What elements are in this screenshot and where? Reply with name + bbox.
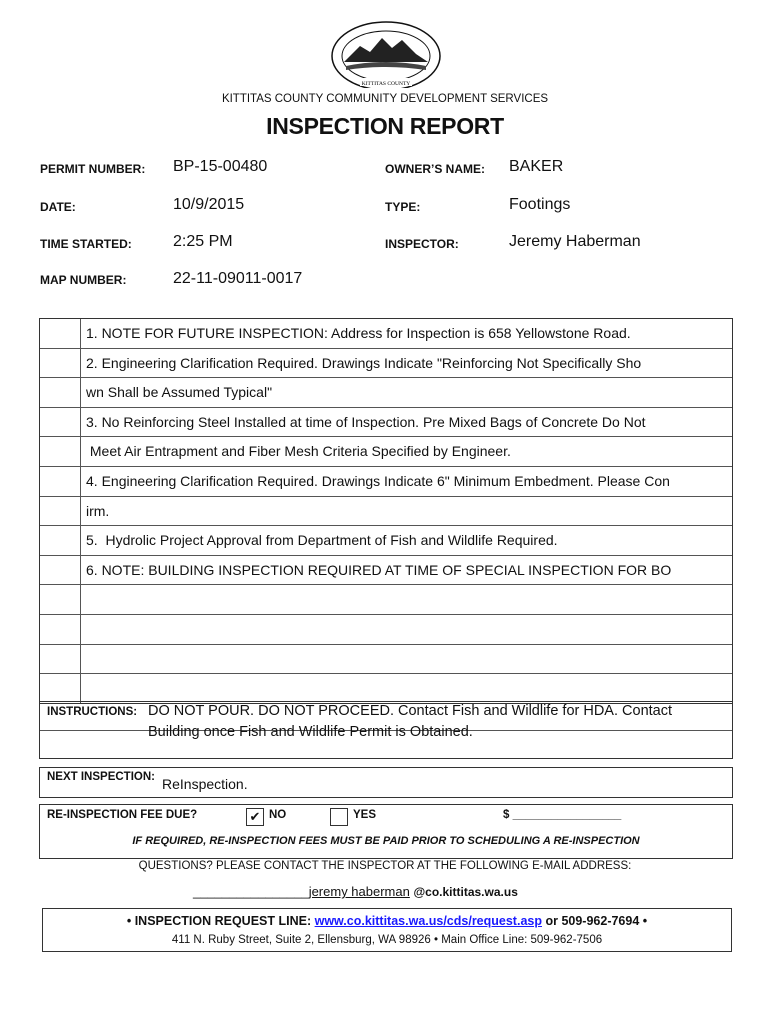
inspector-value: Jeremy Haberman [509, 233, 641, 250]
table-row [40, 556, 732, 586]
table-row [40, 645, 732, 675]
bullet-icon: • [433, 934, 439, 946]
fee-note: IF REQUIRED, RE-INSPECTION FEES MUST BE PAID PRIOR TO SCHEDULING A RE-INSPECTION [132, 835, 640, 847]
time-started-label: TIME STARTED: [40, 237, 132, 251]
email-user: jeremy haberman [308, 884, 410, 899]
request-link[interactable]: www.co.kittitas.wa.us/cds/request.asp [314, 914, 542, 928]
note-text: 3. No Reinforcing Steel Installed at time of Inspection. Pre Mixed Bags of Concrete Do Not [86, 413, 646, 430]
note-text: wn Shall be Assumed Typical" [86, 384, 273, 401]
table-row [40, 615, 732, 645]
main-office-line: Main Office Line: 509-962-7506 [441, 934, 603, 946]
questions-text: QUESTIONS? PLEASE CONTACT THE INSPECTOR AT THE FOLLOWING E-MAIL ADDRESS: [138, 860, 632, 872]
yes-label: YES [353, 809, 377, 821]
note-text: 4. Engineering Clarification Required. Drawings Indicate 6" Minimum Embedment. Please Con [86, 472, 670, 489]
email-line [193, 884, 518, 899]
seal-bottom-text: KITTITAS COUNTY [361, 81, 411, 87]
note-text [81, 615, 732, 644]
permit-number-label: PERMIT NUMBER: [40, 162, 146, 176]
page-title: INSPECTION REPORT [266, 113, 504, 139]
table-row [40, 585, 732, 615]
note-text: irm. [86, 502, 110, 519]
request-line-box [42, 908, 732, 952]
note-text [81, 585, 732, 614]
instructions-line-1: DO NOT POUR. DO NOT PROCEED. Contact Fish and Wildlife for HDA. Contact [148, 703, 673, 719]
no-checkbox[interactable]: ✔ [246, 808, 264, 826]
request-phone: or 509-962-7694 [545, 914, 640, 928]
table-row [40, 319, 732, 349]
notes-table [39, 318, 733, 704]
no-label: NO [269, 809, 287, 821]
fee-amount-field[interactable]: $ _________________ [503, 809, 622, 821]
county-seal [330, 18, 442, 88]
note-text: Meet Air Entrapment and Fiber Mesh Criteria Specified by Engineer. [86, 443, 511, 460]
address-line [43, 934, 731, 946]
type-value: Footings [509, 196, 571, 213]
next-inspection-label: NEXT INSPECTION: [47, 771, 155, 783]
date-label: DATE: [40, 200, 76, 214]
table-row [40, 408, 732, 438]
yes-checkbox[interactable] [330, 808, 348, 826]
bullet-icon: • [642, 914, 648, 928]
next-inspection-box [39, 767, 733, 798]
owner-name-value: BAKER [509, 158, 564, 175]
permit-number-value: BP-15-00480 [173, 158, 268, 175]
time-started-value: 2:25 PM [173, 233, 233, 250]
table-row [40, 467, 732, 497]
note-text [81, 674, 732, 703]
table-row [40, 349, 732, 379]
office-address: 411 N. Ruby Street, Suite 2, Ellensburg, WA 98926 [171, 934, 431, 946]
next-inspection-value: ReInspection. [162, 776, 248, 792]
table-row [40, 437, 732, 467]
table-row [40, 674, 732, 703]
map-number-value: 22-11-09011-0017 [173, 270, 303, 287]
table-row [40, 378, 732, 408]
type-label: TYPE: [385, 200, 421, 214]
owner-name-label: OWNER’S NAME: [385, 162, 485, 176]
email-blank: ________________ [193, 884, 309, 899]
instructions-line-2: Building once Fish and Wildlife Permit is Obtained. [148, 724, 473, 740]
instructions-box [39, 701, 733, 759]
note-text: 2. Engineering Clarification Required. Drawings Indicate "Reinforcing Not Specifically Sho [86, 354, 642, 371]
note-text [81, 645, 732, 674]
date-value: 10/9/2015 [173, 196, 245, 213]
instructions-label: INSTRUCTIONS: [47, 706, 138, 718]
agency-name: KITTITAS COUNTY COMMUNITY DEVELOPMENT SERVICES [221, 93, 549, 105]
request-line [43, 914, 731, 928]
note-text: 1. NOTE FOR FUTURE INSPECTION: Address for Inspection is 658 Yellowstone Road. [86, 325, 631, 341]
request-label: INSPECTION REQUEST LINE: [134, 914, 312, 928]
note-text: 5. Hydrolic Project Approval from Department of Fish and Wildlife Required. [86, 532, 558, 549]
map-number-label: MAP NUMBER: [40, 273, 127, 287]
table-row [40, 497, 732, 527]
email-domain: @co.kittitas.wa.us [413, 885, 518, 899]
table-row [40, 526, 732, 556]
bullet-icon: • [126, 914, 132, 928]
inspector-label: INSPECTOR: [385, 237, 459, 251]
note-text: 6. NOTE: BUILDING INSPECTION REQUIRED AT TIME OF SPECIAL INSPECTION FOR BO [86, 561, 672, 578]
reinspection-fee-box [39, 804, 733, 859]
fee-due-label: RE-INSPECTION FEE DUE? [47, 809, 198, 821]
